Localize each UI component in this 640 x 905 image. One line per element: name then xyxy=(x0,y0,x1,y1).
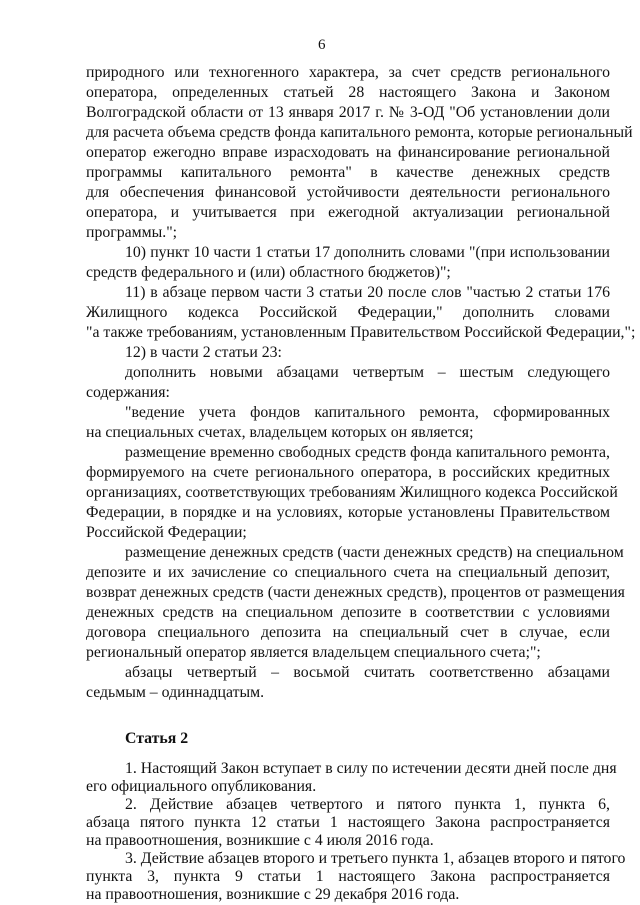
text-line: оператора, и учитывается при ежегодной актуализации региональной xyxy=(86,204,610,221)
text-line: содержания: xyxy=(86,384,170,401)
text-line: "а также требованиям, установленным Правительством Российской Федерации,"; xyxy=(86,324,636,341)
text-line: "ведение учета фондов капитального ремонта, сформированных xyxy=(125,404,610,421)
text-line: формируемого на счете регионального оператора, в российских кредитных xyxy=(86,464,610,481)
text-line: программы капитального ремонта" в качестве денежных средств xyxy=(86,164,610,181)
text-line: денежных средств на специальном депозите в соответствии с условиями xyxy=(86,604,610,621)
text-line: дополнить новыми абзацами четвертым – шестым следующего xyxy=(125,364,610,381)
text-line: размещение денежных средств (части денежных средств) на специальном xyxy=(125,544,624,561)
text-line: Волгоградской области от 13 января 2017 г. № 3-ОД "Об установлении доли xyxy=(86,104,610,121)
text-line: для расчета объема средств фонда капитального ремонта, которые региональный xyxy=(86,124,633,141)
text-line: региональный оператор является владельцем специального счета;"; xyxy=(86,644,541,661)
text-line: 10) пункт 10 части 1 статьи 17 дополнить словами "(при использовании xyxy=(125,244,610,261)
text-line: на специальных счетах, владельцем которых он является; xyxy=(86,424,474,441)
text-line: седьмым – одиннадцатым. xyxy=(86,684,265,701)
text-line: оператора, определенных статьей 28 настоящего Закона и Законом xyxy=(86,84,610,101)
text-line: природного или техногенного характера, за счет средств регионального xyxy=(86,64,610,81)
article-heading: Статья 2 xyxy=(125,730,189,747)
text-line: возврат денежных средств (части денежных средств), процентов от размещения xyxy=(86,584,625,601)
text-line: депозите и их зачисление со специального счета на специальный депозит, xyxy=(86,564,610,581)
text-line: организациях, соответствующих требованиям Жилищного кодекса Российской xyxy=(86,484,618,501)
text-line: оператор ежегодно вправе израсходовать на финансирование региональной xyxy=(86,144,610,161)
text-line: для обеспечения финансовой устойчивости деятельности регионального xyxy=(86,184,610,201)
text-line: на правоотношения, возникшие с 29 декабря 2016 года. xyxy=(86,886,460,903)
text-line: 11) в абзаце первом части 3 статьи 20 после слов "частью 2 статьи 176 xyxy=(125,284,610,301)
text-line: 3. Действие абзацев второго и третьего пункта 1, абзацев второго и пятого xyxy=(125,850,626,867)
text-line: 2. Действие абзацев четвертого и пятого пункта 1, пункта 6, xyxy=(125,796,610,813)
text-line: 12) в части 2 статьи 23: xyxy=(125,344,282,361)
text-line: размещение временно свободных средств фонда капитального ремонта, xyxy=(125,444,610,461)
text-line: договора специального депозита на специальный счет в случае, если xyxy=(86,624,610,641)
text-line: программы."; xyxy=(86,224,178,241)
text-line: Российской Федерации; xyxy=(86,524,247,541)
text-line: абзаца пятого пункта 12 статьи 1 настоящего Закона распространяется xyxy=(86,814,610,831)
text-line: Жилищного кодекса Российской Федерации," дополнить словами xyxy=(86,304,610,321)
text-line: 1. Настоящий Закон вступает в силу по истечении десяти дней после дня xyxy=(125,760,617,777)
text-line: Федерации, в порядке и на условиях, которые установлены Правительством xyxy=(86,504,610,521)
text-line: на правоотношения, возникшие с 4 июля 2016 года. xyxy=(86,832,434,849)
page-number: 6 xyxy=(318,37,326,53)
text-line: его официального опубликования. xyxy=(86,778,317,795)
text-line: абзацы четвертый – восьмой считать соответственно абзацами xyxy=(125,664,610,681)
text-line: пункта 3, пункта 9 статьи 1 настоящего Закона распространяется xyxy=(86,868,610,885)
text-line: средств федерального и (или) областного бюджетов)"; xyxy=(86,264,451,281)
